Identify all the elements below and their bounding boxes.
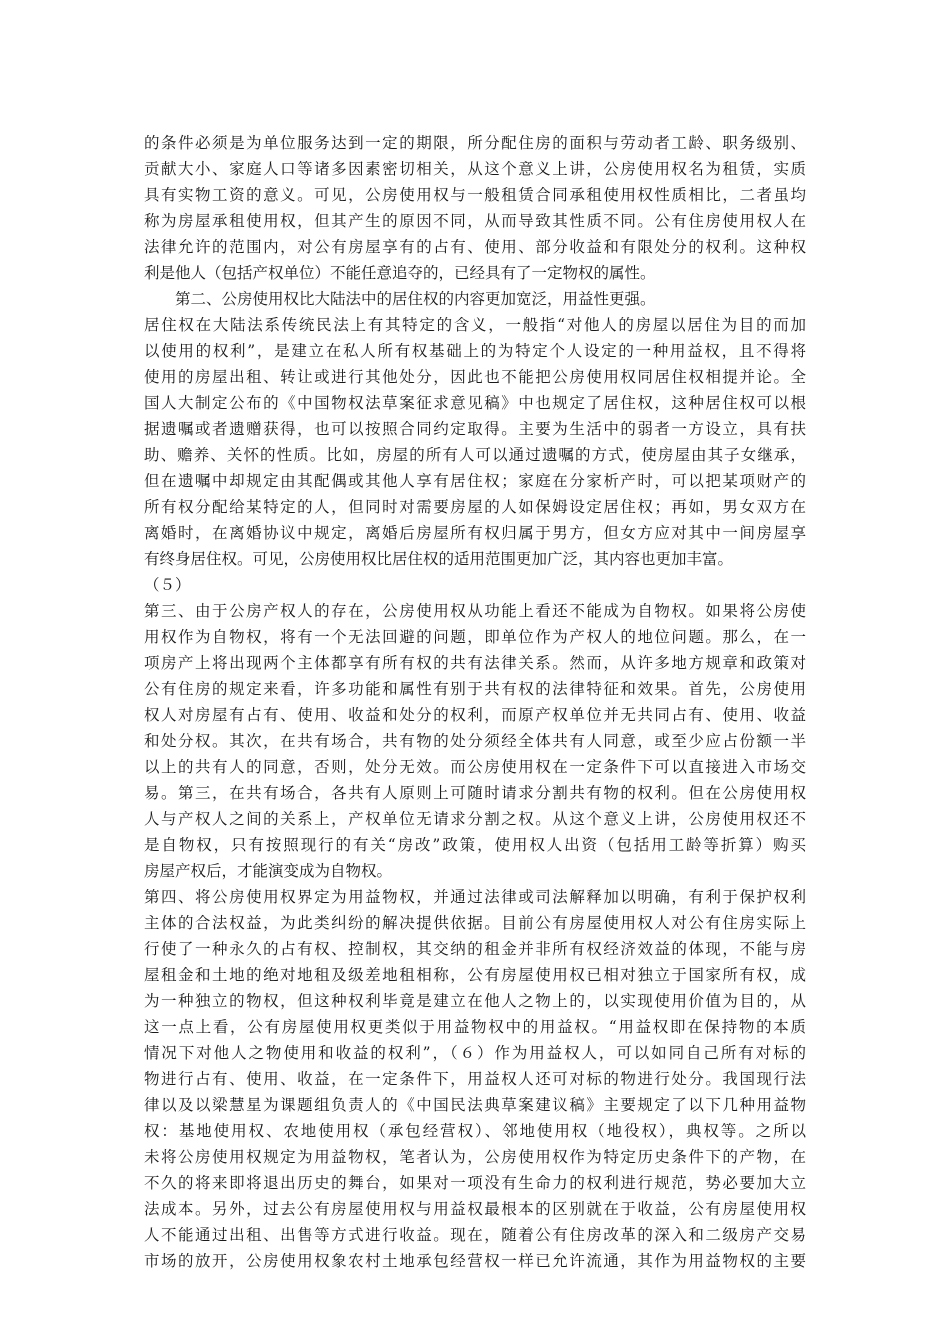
document-body [144,130,806,1274]
text-line: 有终身居住权。可见，公房使用权比居住权的适用范围更加广泛，其内容也更加丰富。 [144,550,734,568]
text-line: 房屋产权后，才能演变成为自物权。 [144,862,393,880]
text-line: 但在遗嘱中却规定由其配偶或其他人享有居住权；家庭在分家析产时，可以把某项财产的 [144,472,806,490]
text-line: 项房产上将出现两个主体都享有所有权的共有法律关系。然而，从许多地方规章和政策对 [144,654,806,672]
text-line: （５） [144,576,191,594]
text-line: 贡献大小、家庭人口等诸多因素密切相关，从这个意义上讲，公房使用权名为租赁，实质 [144,160,806,178]
text-line: 第二、公房使用权比大陆法中的居住权的内容更加宽泛，用益性更强。 [175,290,656,308]
text-line: 利是他人（包括产权单位）不能任意追夺的，已经具有了一定物权的属性。 [144,264,656,282]
text-line: 为一种独立的物权，但这种权利毕竟是建立在他人之物上的，以实现使用价值为目的，从 [144,992,806,1010]
text-line: 权人对房屋有占有、使用、收益和处分的权利，而原产权单位并无共同占有、使用、收益 [144,706,806,724]
text-line: 物进行占有、使用、收益，在一定条件下，用益权人还可对标的物进行处分。我国现行法 [144,1070,806,1088]
text-line: 离婚时，在离婚协议中规定，离婚后房屋所有权归属于男方，但女方应对其中一间房屋享 [144,524,806,542]
text-line: 的条件必须是为单位服务达到一定的期限，所分配住房的面积与劳动者工龄、职务级别、 [144,134,806,152]
text-line: 情况下对他人之物使用和收益的权利”，（６）作为用益权人，可以如同自己所有对标的 [144,1044,806,1062]
text-line: 市场的放开，公房使用权象农村土地承包经营权一样已允许流通，其作为用益物权的主要 [144,1252,806,1270]
text-line: 法律允许的范围内，对公有房屋享有的占有、使用、部分收益和有限处分的权利。这种权 [144,238,806,256]
text-line: 称为房屋承租使用权，但其产生的原因不同，从而导致其性质不同。公有住房使用权人在 [144,212,806,230]
text-line: 第四、将公房使用权界定为用益物权，并通过法律或司法解释加以明确，有利于保护权利 [144,888,806,906]
text-line: 国人大制定公布的《中国物权法草案征求意见稿》中也规定了居住权，这种居住权可以根 [144,394,806,412]
text-line: 和处分权。其次，在共有场合，共有物的处分须经全体共有人同意，或至少应占份额一半 [144,732,806,750]
text-line: 未将公房使用权规定为用益物权，笔者认为，公房使用权作为特定历史条件下的产物，在 [144,1148,806,1166]
text-line: 使用的房屋出租、转让或进行其他处分，因此也不能把公房使用权同居住权相提并论。全 [144,368,806,386]
text-line: 用权作为自物权，将有一个无法回避的问题，即单位作为产权人的地位问题。那么，在一 [144,628,806,646]
text-line: 据遗嘱或者遗赠获得，也可以按照合同约定取得。主要为生活中的弱者一方设立，具有扶 [144,420,806,438]
text-line: 居住权在大陆法系传统民法上有其特定的含义，一般指“对他人的房屋以居住为目的而加 [144,316,806,334]
text-line: 所有权分配给某特定的人，但同时对需要房屋的人如保姆设定居住权；再如，男女双方在 [144,498,806,516]
text-line: 易。第三，在共有场合，各共有人原则上可随时请求分割共有物的权利。但在公房使用权 [144,784,806,802]
text-line: 不久的将来即将退出历史的舞台，如果对一项没有生命力的权利进行规范，势必要加大立 [144,1174,806,1192]
text-line: 律以及以梁慧星为课题组负责人的《中国民法典草案建议稿》主要规定了以下几种用益物 [144,1096,806,1114]
text-line: 公有住房的规定来看，许多功能和属性有别于共有权的法律特征和效果。首先，公房使用 [144,680,806,698]
text-line: 主体的合法权益，为此类纠纷的解决提供依据。目前公有房屋使用权人对公有住房实际上 [144,914,806,932]
text-line: 这一点上看，公有房屋使用权更类似于用益物权中的用益权。“用益权即在保持物的本质 [144,1018,806,1036]
text-line: 是自物权，只有按照现行的有关“房改”政策，使用权人出资（包括用工龄等折算）购买 [144,836,806,854]
text-line: 人不能通过出租、出售等方式进行收益。现在，随着公有住房改革的深入和二级房产交易 [144,1226,806,1244]
text-line: 助、赡养、关怀的性质。比如，房屋的所有人可以通过遗嘱的方式，使房屋由其子女继承， [144,446,806,464]
text-line: 以使用的权利”，是建立在私人所有权基础上的为特定个人设定的一种用益权，且不得将 [144,342,806,360]
text-line: 行使了一种永久的占有权、控制权，其交纳的租金并非所有权经济效益的体现，不能与房 [144,940,806,958]
text-line: 人与产权人之间的关系上，产权单位无请求分割之权。从这个意义上讲，公房使用权还不 [144,810,806,828]
text-line: 屋租金和土地的绝对地租及级差地租相称，公有房屋使用权已相对独立于国家所有权，成 [144,966,806,984]
text-line: 权：基地使用权、农地使用权（承包经营权）、邻地使用权（地役权），典权等。之所以 [144,1122,806,1140]
text-line: 第三、由于公房产权人的存在，公房使用权从功能上看还不能成为自物权。如果将公房使 [144,602,806,620]
text-line: 以上的共有人的同意，否则，处分无效。而公房使用权在一定条件下可以直接进入市场交 [144,758,806,776]
text-line: 具有实物工资的意义。可见，公房使用权与一般租赁合同承租使用权性质相比，二者虽均 [144,186,806,204]
text-line: 法成本。另外，过去公有房屋使用权与用益权最根本的区别就在于收益，公有房屋使用权 [144,1200,806,1218]
